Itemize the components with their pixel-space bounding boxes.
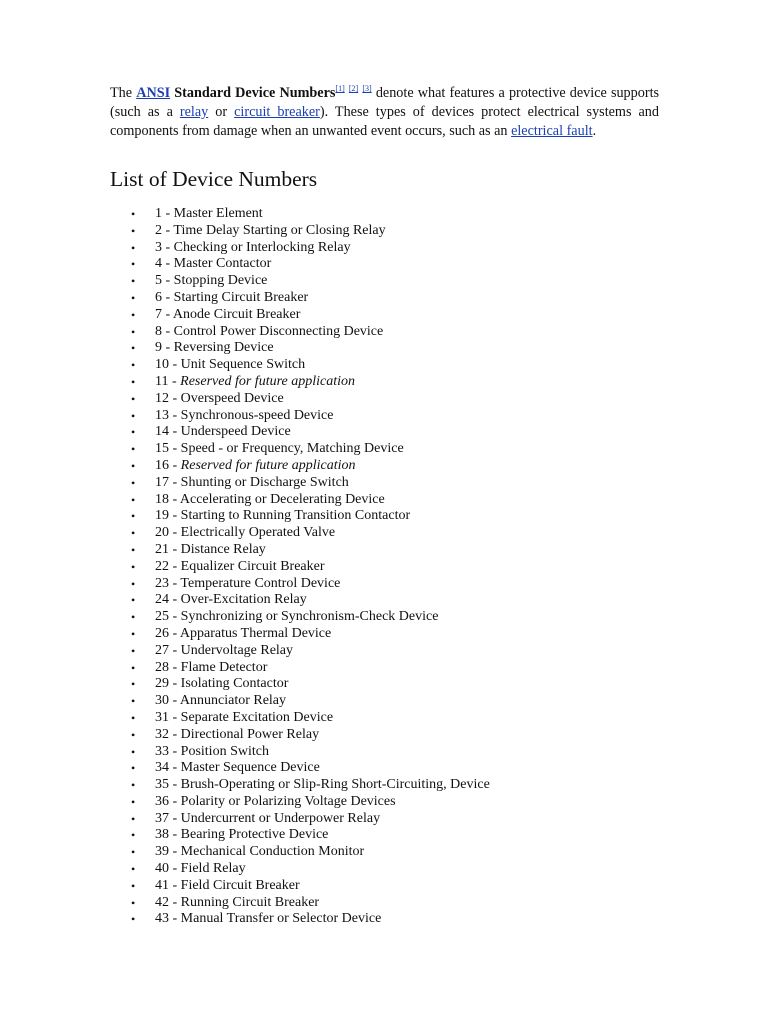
device-number: 23	[155, 575, 169, 591]
device-label: Position Switch	[180, 743, 269, 759]
device-label: Electrically Operated Valve	[180, 525, 336, 541]
reference-1-link[interactable]: [1]	[335, 84, 345, 93]
device-number: 42	[155, 894, 169, 910]
device-label: Reserved for future application	[180, 457, 356, 473]
device-number: 14	[155, 424, 169, 440]
bullet-icon: •	[131, 677, 136, 692]
list-item: • 3 - Checking or Interlocking Relay	[131, 239, 351, 255]
device-number: 7	[155, 306, 162, 322]
bullet-icon: •	[131, 207, 136, 221]
device-label: Separate Excitation Device	[180, 709, 334, 725]
bullet-icon: •	[131, 694, 136, 709]
device-label: Master Contactor	[173, 256, 272, 272]
reference-3	[362, 84, 371, 93]
list-item: • 26 - Apparatus Thermal Device	[131, 625, 332, 641]
device-number: 31	[155, 709, 169, 725]
bullet-icon: •	[131, 727, 136, 742]
device-label: Temperature Control Device	[180, 575, 341, 591]
device-label: Polarity or Polarizing Voltage Devices	[180, 793, 396, 809]
device-number: 19	[155, 508, 169, 524]
device-label: Overspeed Device	[180, 390, 284, 406]
bullet-icon: •	[131, 610, 136, 625]
list-item: • 2 - Time Delay Starting or Closing Relay	[131, 222, 386, 238]
list-item: • 31 - Separate Excitation Device	[131, 709, 334, 725]
device-number: 20	[155, 525, 169, 541]
list-item: • 18 - Accelerating or Decelerating Device	[131, 491, 385, 507]
list-item: • 12 - Overspeed Device	[131, 390, 284, 406]
device-label: Underspeed Device	[180, 424, 291, 440]
device-number: 34	[155, 760, 169, 776]
list-item: • 24 - Over-Excitation Relay	[131, 592, 307, 608]
device-label: Reversing Device	[173, 340, 274, 356]
list-item: • 6 - Starting Circuit Breaker	[131, 289, 309, 305]
device-number: 21	[155, 541, 169, 557]
device-number: 26	[155, 625, 169, 641]
bullet-icon: •	[131, 761, 136, 776]
list-item: • 28 - Flame Detector	[131, 659, 268, 675]
bullet-icon: •	[131, 626, 136, 641]
device-number: 24	[155, 592, 169, 608]
bullet-icon: •	[131, 710, 136, 725]
device-label: Over-Excitation Relay	[180, 592, 307, 608]
device-number: 15	[155, 441, 169, 457]
device-number: 40	[155, 861, 169, 877]
device-number: 9	[155, 340, 162, 356]
device-label: Speed - or Frequency, Matching Device	[180, 441, 404, 457]
list-item: • 1 - Master Element	[131, 206, 263, 221]
device-label: Synchronous-speed Device	[180, 407, 334, 423]
bullet-icon: •	[131, 912, 136, 927]
bullet-icon: •	[131, 290, 136, 305]
device-label: Running Circuit Breaker	[180, 894, 320, 910]
bullet-icon: •	[131, 845, 136, 860]
device-number: 27	[155, 642, 169, 658]
device-label: Distance Relay	[180, 541, 266, 557]
relay-link[interactable]: relay	[179, 104, 209, 120]
device-label: Shunting or Discharge Switch	[180, 474, 349, 490]
electrical-fault-link[interactable]: electrical fault	[511, 123, 593, 139]
bullet-icon: •	[131, 778, 136, 793]
list-item: • 32 - Directional Power Relay	[131, 726, 320, 742]
bullet-icon: •	[131, 542, 136, 557]
bullet-icon: •	[131, 257, 136, 272]
bullet-icon: •	[131, 576, 136, 591]
list-item: • 8 - Control Power Disconnecting Device	[131, 323, 384, 339]
device-number: 30	[155, 693, 169, 709]
bullet-icon: •	[131, 240, 136, 255]
list-item: • 10 - Unit Sequence Switch	[131, 357, 306, 373]
device-number: 41	[155, 877, 169, 893]
bullet-icon: •	[131, 526, 136, 541]
list-item: • 11 - Reserved for future application	[131, 373, 355, 389]
bullet-icon: •	[131, 811, 136, 826]
device-number: 36	[155, 793, 169, 809]
device-label: Annunciator Relay	[179, 693, 287, 709]
intro-text-mid: ). These types of devices protect electrical systems and components from damage when an unwanted event occurs, such as an	[110, 104, 659, 139]
list-item: • 14 - Underspeed Device	[131, 424, 291, 440]
list-item: • 42 - Running Circuit Breaker	[131, 894, 320, 910]
circuit-breaker-link[interactable]: circuit breaker	[234, 104, 320, 120]
list-item: • 25 - Synchronizing or Synchronism-Check Device	[131, 609, 439, 625]
device-label: Time Delay Starting or Closing Relay	[173, 222, 386, 238]
device-label: Control Power Disconnecting Device	[173, 323, 384, 339]
list-item: • 43 - Manual Transfer or Selector Device	[131, 911, 382, 927]
device-label: Starting to Running Transition Contactor	[180, 508, 411, 524]
bullet-icon: •	[131, 475, 136, 490]
bullet-icon: •	[131, 660, 136, 675]
device-label: Directional Power Relay	[180, 726, 320, 742]
device-number: 32	[155, 726, 169, 742]
list-item: • 20 - Electrically Operated Valve	[131, 525, 336, 541]
device-label: Brush-Operating or Slip-Ring Short-Circuiting, Device	[180, 777, 490, 793]
list-item: • 22 - Equalizer Circuit Breaker	[131, 558, 325, 574]
reference-2	[349, 84, 358, 93]
reference-3-link[interactable]: [3]	[362, 84, 372, 93]
device-label: Synchronizing or Synchronism-Check Device	[180, 609, 439, 625]
article-content	[110, 84, 659, 928]
device-label: Starting Circuit Breaker	[173, 289, 309, 305]
device-number: 37	[155, 810, 169, 826]
device-label: Undervoltage Relay	[180, 642, 294, 658]
device-number: 10	[155, 357, 169, 373]
list-item: • 27 - Undervoltage Relay	[131, 642, 294, 658]
device-number: 2	[155, 222, 162, 238]
bullet-icon: •	[131, 374, 136, 389]
device-label: Field Circuit Breaker	[180, 877, 300, 893]
device-label: Bearing Protective Device	[180, 827, 329, 843]
bullet-icon: •	[131, 274, 136, 289]
bullet-icon: •	[131, 593, 136, 608]
device-number: 5	[155, 273, 162, 289]
list-item: • 15 - Speed - or Frequency, Matching Device	[131, 441, 404, 457]
device-label: Accelerating or Decelerating Device	[179, 491, 385, 507]
list-item: • 13 - Synchronous-speed Device	[131, 407, 334, 423]
list-item: • 37 - Undercurrent or Underpower Relay	[131, 810, 381, 826]
device-number: 18	[155, 491, 169, 507]
device-number: 29	[155, 676, 169, 692]
device-number: 12	[155, 390, 169, 406]
device-number: 3	[155, 239, 162, 255]
device-number: 39	[155, 844, 169, 860]
device-number: 16	[155, 457, 169, 473]
intro-text-or: or	[208, 104, 235, 120]
list-item: • 5 - Stopping Device	[131, 273, 268, 289]
device-label: Anode Circuit Breaker	[172, 306, 301, 322]
bullet-icon: •	[131, 794, 136, 809]
device-number: 1	[155, 206, 162, 221]
bullet-icon: •	[131, 458, 136, 473]
bullet-icon: •	[131, 442, 136, 457]
list-item: • 4 - Master Contactor	[131, 256, 272, 272]
bullet-icon: •	[131, 341, 136, 356]
list-item: • 38 - Bearing Protective Device	[131, 827, 329, 843]
device-label: Field Relay	[180, 861, 246, 877]
bullet-icon: •	[131, 643, 136, 658]
intro-paragraph	[110, 84, 659, 141]
list-item: • 21 - Distance Relay	[131, 541, 266, 557]
bullet-icon: •	[131, 492, 136, 507]
list-item: • 41 - Field Circuit Breaker	[131, 877, 300, 893]
device-number: 25	[155, 609, 169, 625]
bullet-icon: •	[131, 862, 136, 877]
list-item: • 33 - Position Switch	[131, 743, 269, 759]
device-label: Apparatus Thermal Device	[179, 625, 332, 641]
device-label: Equalizer Circuit Breaker	[180, 558, 325, 574]
device-number: 33	[155, 743, 169, 759]
ansi-link[interactable]: ANSI	[136, 85, 171, 101]
reference-2-link[interactable]: [2]	[348, 84, 359, 93]
device-label: Manual Transfer or Selector Device	[180, 911, 382, 927]
list-item: • 19 - Starting to Running Transition Contactor	[131, 508, 411, 524]
device-label: Flame Detector	[180, 659, 268, 675]
bullet-icon: •	[131, 744, 136, 759]
list-item: • 9 - Reversing Device	[131, 340, 274, 356]
bullet-icon: •	[131, 559, 136, 574]
list-item: • 34 - Master Sequence Device	[131, 760, 320, 776]
device-number: 11	[155, 373, 169, 389]
bullet-icon: •	[131, 223, 136, 238]
device-label: Unit Sequence Switch	[180, 357, 306, 373]
device-number: 28	[155, 659, 169, 675]
device-number: 38	[155, 827, 169, 843]
list-item: • 40 - Field Relay	[131, 861, 246, 877]
list-item: • 17 - Shunting or Discharge Switch	[131, 474, 349, 490]
device-number: 6	[155, 289, 162, 305]
device-number: 8	[155, 323, 162, 339]
list-item: • 36 - Polarity or Polarizing Voltage Devices	[131, 793, 396, 809]
list-item: • 29 - Isolating Contactor	[131, 676, 289, 692]
device-number-list	[110, 206, 659, 928]
device-label: Stopping Device	[173, 273, 268, 289]
device-number: 35	[155, 777, 169, 793]
device-label: Mechanical Conduction Monitor	[180, 844, 365, 860]
device-number: 17	[155, 474, 169, 490]
reference-1	[335, 84, 344, 93]
bullet-icon: •	[131, 828, 136, 843]
bullet-icon: •	[131, 878, 136, 893]
bullet-icon: •	[131, 425, 136, 440]
section-heading: List of Device Numbers	[110, 167, 318, 191]
bullet-icon: •	[131, 408, 136, 423]
intro-text-end: .	[592, 123, 597, 139]
intro-text-the: The	[110, 85, 133, 101]
intro-bold-title: Standard Device Numbers	[174, 85, 336, 101]
device-number: 4	[155, 256, 162, 272]
device-number: 43	[155, 911, 169, 927]
device-number: 22	[155, 558, 169, 574]
list-item: • 23 - Temperature Control Device	[131, 575, 341, 591]
device-label: Undercurrent or Underpower Relay	[180, 810, 381, 826]
list-item: • 35 - Brush-Operating or Slip-Ring Short-Circuiting, Device	[131, 777, 490, 793]
list-item: • 16 - Reserved for future application	[131, 457, 356, 473]
bullet-icon: •	[131, 358, 136, 373]
list-item: • 30 - Annunciator Relay	[131, 693, 287, 709]
bullet-icon: •	[131, 324, 136, 339]
device-label: Master Element	[173, 206, 263, 221]
device-label: Isolating Contactor	[180, 676, 289, 692]
list-item: • 39 - Mechanical Conduction Monitor	[131, 844, 365, 860]
device-label: Master Sequence Device	[180, 760, 320, 776]
list-item: • 7 - Anode Circuit Breaker	[131, 306, 301, 322]
bullet-icon: •	[131, 895, 136, 910]
device-label: Reserved for future application	[180, 373, 355, 389]
device-number: 13	[155, 407, 169, 423]
intro-text-features: denote what features a protective device supports (such as a	[110, 85, 660, 120]
bullet-icon: •	[131, 307, 136, 322]
device-label: Checking or Interlocking Relay	[173, 239, 351, 255]
bullet-icon: •	[131, 391, 136, 406]
bullet-icon: •	[131, 509, 136, 524]
